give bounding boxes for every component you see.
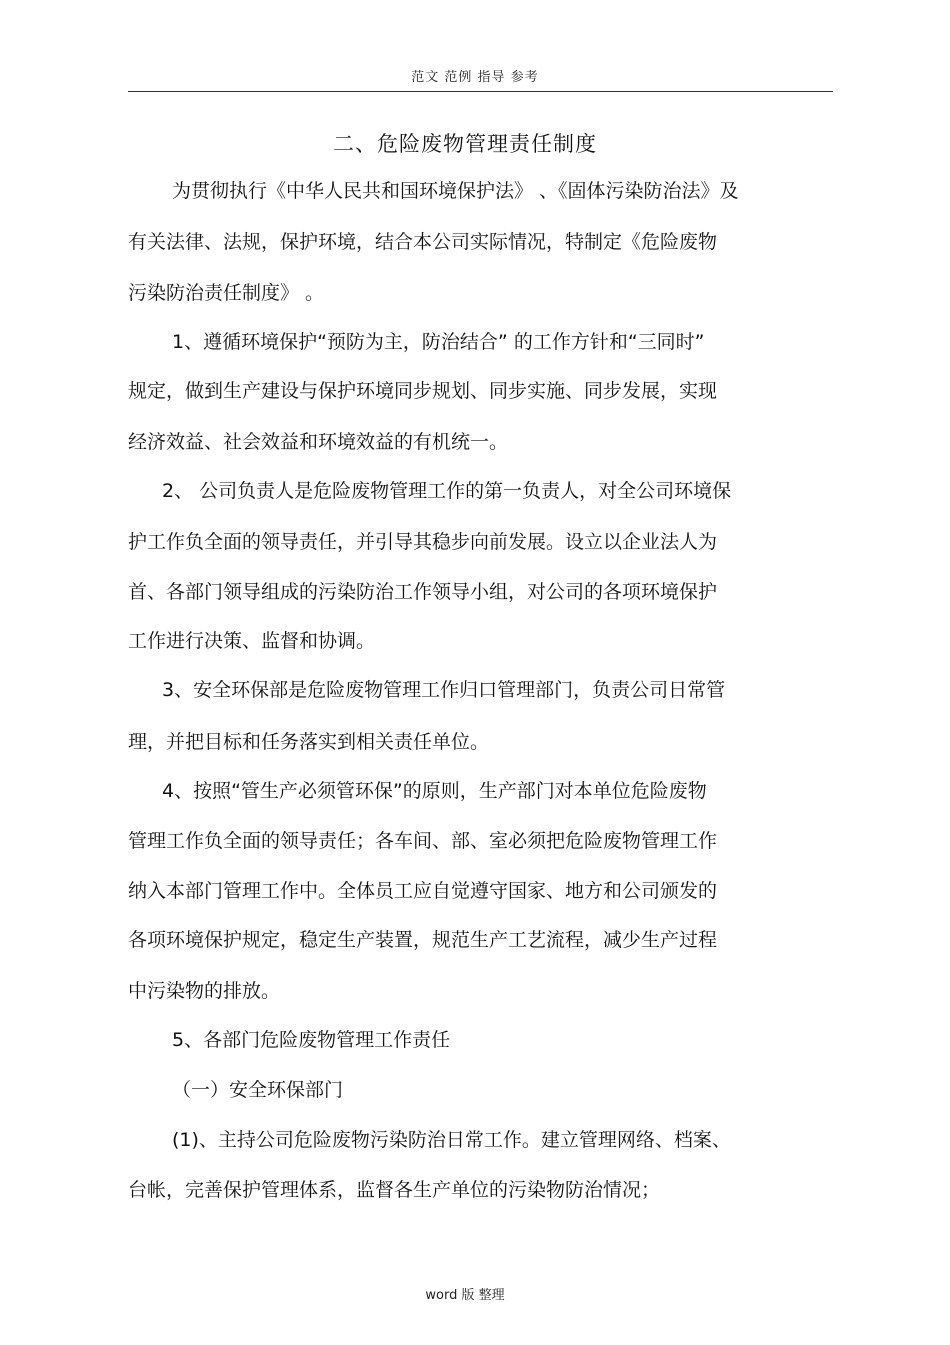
paragraph-line: 理，并把目标和任务落实到相关责任单位。 (128, 731, 490, 753)
paragraph-line: 工作进行决策、监督和协调。 (128, 630, 376, 652)
page-header: 范文 范例 指导 参考 (411, 70, 539, 85)
paragraph-line: 台帐，完善保护管理体系，监督各生产单位的污染物防治情况； (128, 1179, 661, 1201)
document-title: 二、危险废物管理责任制度 (333, 132, 597, 156)
paragraph-line: 首、各部门领导组成的污染防治工作领导小组，对公司的各项环境保护 (128, 581, 718, 603)
paragraph-line: 为贯彻执行《中华人民共和国环境保护法》 、《固体污染防治法》及 (172, 180, 739, 202)
paragraph-line: (1)、主持公司危险废物污染防治日常工作。建立管理网络、档案、 (172, 1129, 731, 1151)
paragraph-line: 1、遵循环境保护“预防为主，防治结合” 的工作方针和“三同时” (172, 331, 705, 353)
paragraph-line: 有关法律、法规，保护环境，结合本公司实际情况，特制定《危险废物 (128, 231, 718, 253)
paragraph-line: 纳入本部门管理工作中。全体员工应自觉遵守国家、地方和公司颁发的 (128, 880, 718, 902)
paragraph-line: 护工作负全面的领导责任，并引导其稳步向前发展。设立以企业法人为 (128, 531, 718, 553)
page-footer: word 版 整理 (425, 1288, 505, 1303)
paragraph-line: 2、 公司负责人是危险废物管理工作的第一负责人，对全公司环境保 (162, 480, 732, 502)
paragraph-line: 污染防治责任制度》 。 (128, 282, 325, 304)
paragraph-line: （一）安全环保部门 (172, 1079, 344, 1101)
paragraph-line: 各项环境保护规定，稳定生产装置，规范生产工艺流程，减少生产过程 (128, 929, 718, 951)
paragraph-line: 管理工作负全面的领导责任；各车间、部、室必须把危险废物管理工作 (128, 830, 718, 852)
paragraph-line: 规定，做到生产建设与保护环境同步规划、同步实施、同步发展，实现 (128, 380, 718, 402)
paragraph-line: 中污染物的排放。 (128, 980, 281, 1002)
paragraph-line: 3、安全环保部是危险废物管理工作归口管理部门，负责公司日常管 (162, 679, 726, 701)
paragraph-line: 经济效益、社会效益和环境效益的有机统一。 (128, 431, 509, 453)
paragraph-line: 5、各部门危险废物管理工作责任 (172, 1029, 451, 1051)
header-rule (128, 91, 833, 92)
paragraph-line: 4、按照“管生产必须管环保”的原则，生产部门对本单位危险废物 (162, 780, 707, 802)
